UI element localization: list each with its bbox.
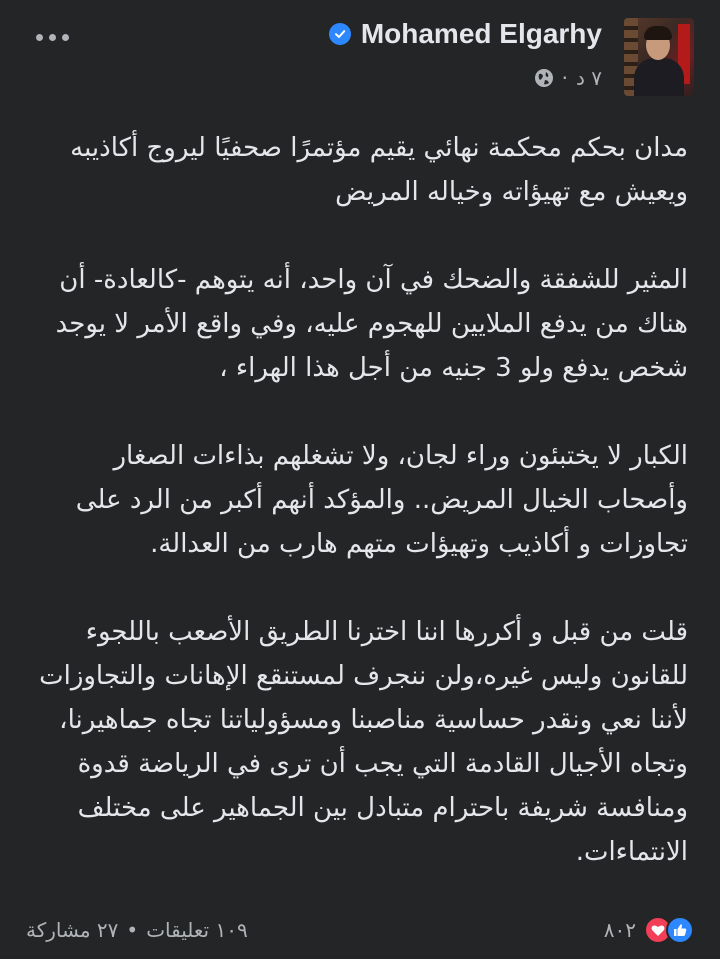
more-options-button[interactable] bbox=[30, 22, 74, 52]
post-meta bbox=[534, 66, 602, 90]
dot-icon bbox=[49, 34, 56, 41]
shares-count-link[interactable]: ٢٧ مشاركة bbox=[26, 918, 119, 942]
post-footer bbox=[0, 912, 720, 952]
avatar[interactable] bbox=[624, 18, 694, 96]
reaction-icons bbox=[644, 916, 694, 944]
dot-icon bbox=[36, 34, 43, 41]
like-icon bbox=[666, 916, 694, 944]
post-paragraph: الكبار لا يختبئون وراء لجان، ولا تشغلهم بذاءات الصغار وأصحاب الخيال المريض.. والمؤكد أنهم أكبر من الرد على تجاوزات و أكاذيب وتهيؤات متهم هارب من العدالة. bbox=[75, 441, 688, 559]
reaction-count: ٨٠٢ bbox=[603, 918, 636, 942]
dot-icon bbox=[62, 34, 69, 41]
reactions-summary[interactable] bbox=[604, 916, 694, 944]
globe-icon bbox=[534, 68, 554, 88]
author-name[interactable]: Mohamed Elgarhy bbox=[360, 18, 602, 49]
post-body bbox=[28, 126, 688, 874]
stats-separator: • bbox=[126, 918, 139, 942]
post-time[interactable]: ٧ د bbox=[575, 66, 602, 90]
author-row bbox=[329, 18, 602, 50]
post-paragraph: مدان بحكم محكمة نهائي يقيم مؤتمرًا صحفيًا ليروج أكاذيبه ويعيش مع تهيؤاته وخياله المريض bbox=[70, 133, 688, 207]
engagement-stats bbox=[26, 918, 248, 942]
comments-count-link[interactable]: ١٠٩ تعليقات bbox=[146, 918, 248, 942]
verified-badge-icon bbox=[329, 23, 351, 45]
post-header bbox=[0, 12, 720, 102]
post-paragraph: قلت من قبل و أكررها اننا اخترنا الطريق الأصعب باللجوء للقانون وليس غيره،ولن ننجرف لمستنقع الإهانات والتجاوزات لأننا نعي ونقدر حساسية مناصبنا ومسؤولياتنا تجاه جماهيرنا، وتجاه الأجيال القادمة التي يجب أن ترى في الرياضة قدوة ومنافسة شريفة باحترام متبادل بين الجماهير على مختلف الانتماءات. bbox=[39, 617, 688, 867]
meta-separator: · bbox=[561, 66, 568, 90]
post-paragraph: المثير للشفقة والضحك في آن واحد، أنه يتوهم -كالعادة- أن هناك من يدفع الملايين للهجوم عليه، وفي واقع الأمر لا يوجد شخص يدفع ولو 3 جنيه من أجل هذا الهراء ، bbox=[55, 265, 688, 383]
